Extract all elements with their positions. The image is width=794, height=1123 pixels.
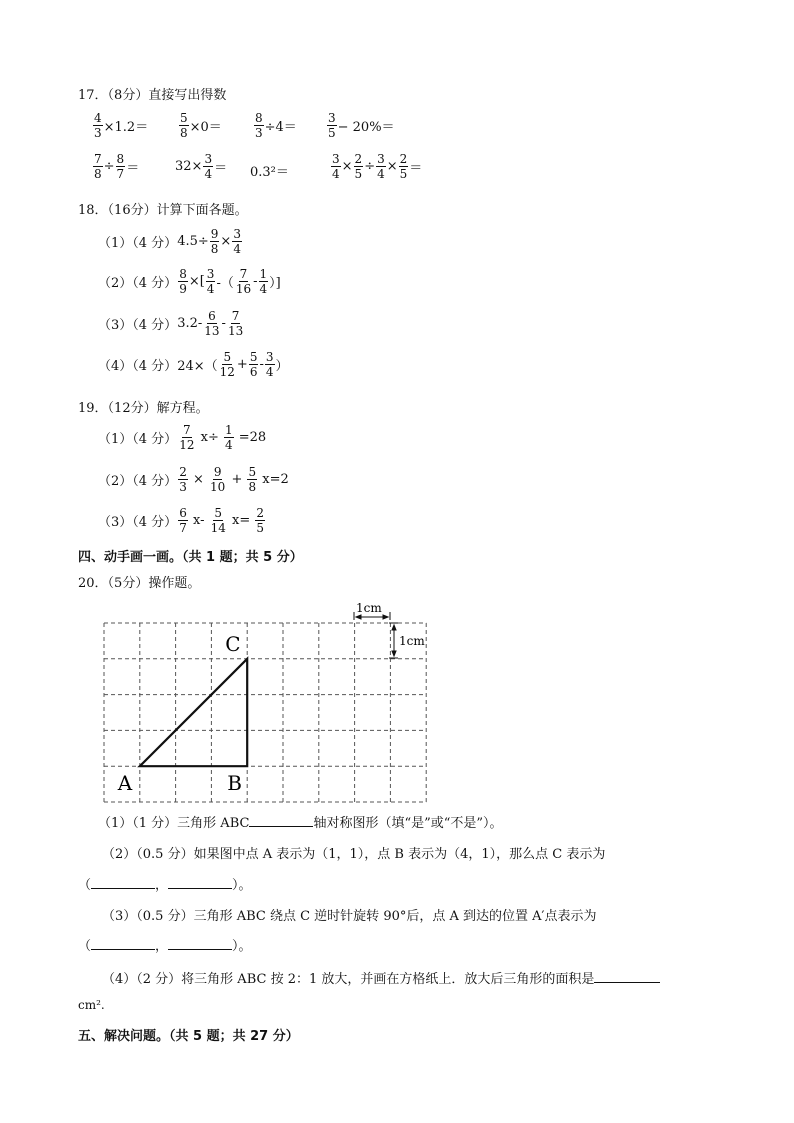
- fraction: $\frac{3}{5}$: [328, 111, 336, 140]
- section-4-heading: 四、动手画一画。（共 1 题；共 5 分）: [78, 550, 303, 565]
- q20-part-3: （3）（0.5 分）三角形 ABC 绕点 C 逆时针旋转 90°后，点 A 到达的位置 A′点表示为: [102, 909, 597, 924]
- q17-item-3: $\frac{8}{3}$ ÷4＝: [255, 111, 297, 140]
- q17-item-4: $\frac{3}{5}$ − 20%＝: [328, 111, 395, 140]
- scale-indicator: [354, 612, 398, 658]
- q20-part-1: （1）（1 分）三角形 ABC 轴对称图形（填“是”或“不是”）。: [98, 816, 503, 831]
- fraction: $\frac{8}{7}$: [116, 152, 125, 181]
- section-5-heading: 五、解决问题。（共 5 题；共 27 分）: [78, 1029, 299, 1044]
- triangle-abc: [140, 659, 247, 766]
- point-label-a: A: [117, 771, 133, 796]
- scale-label-vertical: 1cm: [399, 634, 425, 648]
- q20-part-2-answer: （ ， ）。: [78, 878, 252, 893]
- answer-blank-x[interactable]: [91, 949, 155, 950]
- q17-item-7: 0.3²＝: [250, 165, 289, 180]
- q19-part-1: （1）（4 分） $\frac{7}{12}$ x÷ $\frac{1}{4}$ =28: [98, 423, 267, 452]
- fraction: $\frac{3}{4}$: [204, 152, 213, 181]
- fraction: $\frac{8}{3}$: [255, 111, 263, 140]
- q17-item-6: 32× $\frac{3}{4}$ ＝: [175, 152, 228, 181]
- answer-blank-x[interactable]: [91, 888, 155, 889]
- q17-item-2: $\frac{5}{8}$ ×0＝: [180, 111, 222, 140]
- q17-item-8: $\frac{3}{4}$ × $\frac{2}{5}$ ÷ $\frac{3}{4}$ × $\frac{2}{5}$ ＝: [332, 152, 423, 181]
- q17-item-1: $\frac{4}{3}$ ×1.2＝: [94, 111, 149, 140]
- point-label-c: C: [225, 631, 241, 656]
- q20-part-2: （2）（0.5 分）如果图中点 A 表示为（1，1），点 B 表示为（4，1），那么点 C 表示为: [102, 847, 606, 862]
- q20-title: 20．（5分）操作题。: [78, 576, 201, 591]
- fraction: $\frac{4}{3}$: [94, 111, 102, 140]
- fraction: $\frac{7}{8}$: [94, 152, 102, 181]
- q19-part-2: （2）（4 分） $\frac{2}{3}$ × $\frac{9}{10}$ + $\frac{5}{8}$ x=2: [98, 465, 289, 494]
- q17-item-5: $\frac{7}{8}$ ÷ $\frac{8}{7}$ ＝: [94, 152, 140, 181]
- q20-part-4: （4）（2 分）将三角形 ABC 按 2：1 放大，并画在方格纸上．放大后三角形的面积是: [102, 968, 660, 987]
- area-unit: cm².: [78, 998, 105, 1012]
- q18-part-4: （4）（4 分） 24×（ $\frac{5}{12}$ + $\frac{5}{6}$ - $\frac{3}{4}$ ）: [98, 350, 289, 379]
- q19-part-3: （3）（4 分） $\frac{6}{7}$ x- $\frac{5}{14}$ x= $\frac{2}{5}$: [98, 506, 265, 535]
- q20-part-3-answer: （ ， ）。: [78, 939, 252, 954]
- point-label-b: B: [227, 771, 242, 796]
- q18-part-3: （3）（4 分） 3.2- $\frac{6}{13}$ - $\frac{7}{13}$: [98, 309, 244, 338]
- answer-blank-area[interactable]: [594, 982, 660, 983]
- scale-label-horizontal: 1cm: [356, 601, 382, 615]
- answer-blank[interactable]: [249, 826, 313, 827]
- q18-part-2: （2）（4 分） $\frac{8}{9}$ ×[ $\frac{3}{4}$ -（ $\frac{7}{16}$ - $\frac{1}{4}$ ）]: [98, 267, 281, 296]
- answer-blank-y[interactable]: [168, 888, 232, 889]
- q18-part-1: （1）（4 分） 4.5÷ $\frac{9}{8}$ × $\frac{3}{4}$: [98, 227, 241, 256]
- fraction: $\frac{5}{8}$: [180, 111, 188, 140]
- answer-blank-y[interactable]: [168, 949, 232, 950]
- q18-title: 18．（16分）计算下面各题。: [78, 203, 248, 218]
- q19-title: 19．（12分）解方程。: [78, 401, 209, 416]
- q17-title: 17．（8分）直接写出得数: [78, 88, 227, 103]
